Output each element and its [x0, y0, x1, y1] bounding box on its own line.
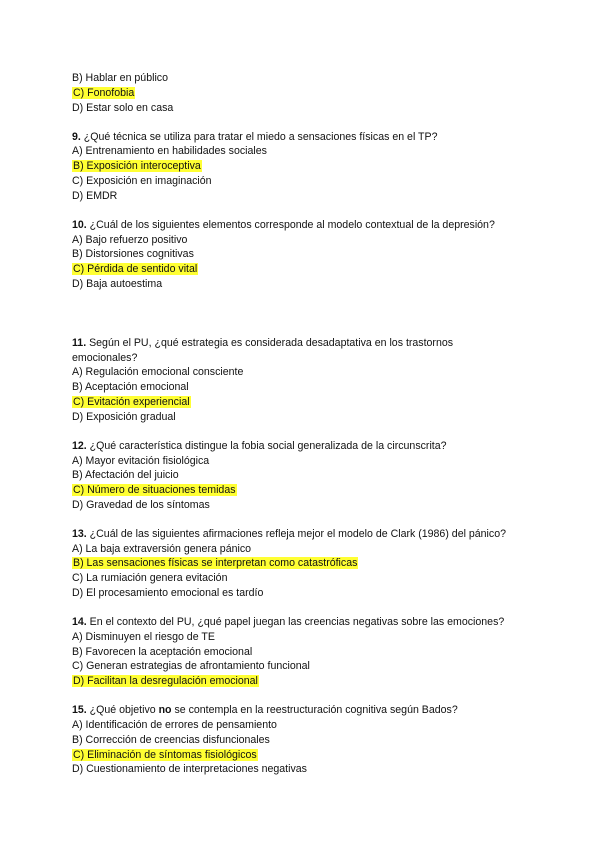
question-number: 15.	[72, 704, 87, 717]
highlighted-answer: C) Fonofobia	[73, 86, 135, 99]
option-line	[72, 380, 542, 395]
option-text: C) Generan estrategias de afrontamiento funcional	[72, 660, 310, 673]
option-text: D) Baja autoestima	[72, 277, 163, 290]
option-text: C) La rumiación genera evitación	[72, 572, 228, 585]
question-text: se contempla en la reestructuración cognitiva según Bados?	[171, 704, 458, 717]
highlighted-answer: B) Exposición interoceptiva	[73, 160, 201, 173]
option-text: A) Bajo refuerzo positivo	[72, 233, 188, 246]
highlighted-answer: C) Evitación experiencial	[73, 395, 190, 408]
question-text: ¿Qué característica distingue la fobia social generalizada de la circunscrita?	[86, 439, 447, 452]
option-text: D) Estar solo en casa	[72, 101, 174, 114]
option-line	[72, 71, 542, 86]
question-15	[72, 703, 542, 777]
question-number: 13.	[72, 527, 87, 540]
document-page	[72, 71, 542, 777]
option-text: D) EMDR	[72, 189, 118, 202]
option-line	[72, 174, 542, 189]
option-line	[72, 483, 542, 498]
option-line	[72, 233, 542, 248]
option-line	[72, 395, 542, 410]
question-text: ¿Qué objetivo	[86, 704, 159, 717]
option-line	[72, 101, 542, 116]
option-line	[72, 542, 542, 557]
option-text: A) Mayor evitación fisiológica	[72, 454, 210, 467]
question-12	[72, 439, 542, 513]
question-text: Según el PU, ¿qué estrategia es considerada desadaptativa en los trastornos emocionales?	[72, 336, 454, 364]
option-text: A) Regulación emocional consciente	[72, 366, 244, 379]
question-11	[72, 336, 542, 425]
highlighted-answer: C) Número de situaciones temidas	[73, 484, 236, 497]
option-line	[72, 674, 542, 689]
question-stem	[72, 130, 542, 145]
question-10	[72, 218, 542, 292]
option-line	[72, 571, 542, 586]
question-14	[72, 615, 542, 689]
question-stem	[72, 527, 542, 542]
question-13	[72, 527, 542, 601]
question-text: En el contexto del PU, ¿qué papel juegan las creencias negativas sobre las emociones?	[86, 616, 505, 629]
option-text: C) Exposición en imaginación	[72, 174, 212, 187]
option-line	[72, 277, 542, 292]
option-line	[72, 645, 542, 660]
option-text: A) Disminuyen el riesgo de TE	[72, 630, 215, 643]
option-line	[72, 159, 542, 174]
option-text: B) Corrección de creencias disfuncionales	[72, 733, 270, 746]
option-line	[72, 733, 542, 748]
question-number: 11.	[72, 336, 87, 349]
option-text: B) Hablar en público	[72, 72, 168, 84]
option-text: D) Gravedad de los síntomas	[72, 498, 210, 511]
option-line	[72, 247, 542, 262]
option-line	[72, 498, 542, 513]
question-stem	[72, 615, 542, 630]
option-line	[72, 144, 542, 159]
option-line	[72, 762, 542, 777]
question-number: 10.	[72, 218, 87, 231]
option-text: A) La baja extraversión genera pánico	[72, 542, 252, 555]
option-text: B) Afectación del juicio	[72, 469, 179, 482]
option-line	[72, 410, 542, 425]
option-text: D) Exposición gradual	[72, 410, 176, 423]
question-number: 14.	[72, 616, 87, 629]
highlighted-answer: C) Eliminación de síntomas fisiológicos	[73, 748, 257, 761]
option-line	[72, 659, 542, 674]
option-line	[72, 748, 542, 763]
option-line	[72, 630, 542, 645]
option-line	[72, 556, 542, 571]
question-number: 12.	[72, 439, 87, 452]
option-line	[72, 468, 542, 483]
question-number: 9.	[72, 130, 81, 143]
highlighted-answer: B) Las sensaciones físicas se interpretan como catastróficas	[73, 557, 358, 570]
option-text: D) El procesamiento emocional es tardío	[72, 587, 264, 600]
question-text: ¿Cuál de las siguientes afirmaciones refleja mejor el modelo de Clark (1986) del pánico?	[86, 527, 506, 540]
highlighted-answer: C) Pérdida de sentido vital	[73, 263, 198, 276]
question-stem	[72, 336, 512, 366]
option-text: B) Aceptación emocional	[72, 381, 189, 394]
leading-options	[72, 71, 542, 115]
option-line	[72, 86, 542, 101]
question-stem	[72, 218, 542, 233]
option-text: A) Identificación de errores de pensamiento	[72, 719, 277, 732]
emphasis-no: no	[158, 704, 172, 717]
question-text: ¿Qué técnica se utiliza para tratar el miedo a sensaciones físicas en el TP?	[80, 130, 438, 143]
question-text: ¿Cuál de los siguientes elementos corresponde al modelo contextual de la depresión?	[86, 218, 495, 231]
option-line	[72, 454, 542, 469]
question-stem	[72, 703, 542, 718]
option-line	[72, 262, 542, 277]
option-text: A) Entrenamiento en habilidades sociales	[72, 145, 267, 158]
option-text: B) Favorecen la aceptación emocional	[72, 645, 253, 658]
question-stem	[72, 439, 542, 454]
option-text: D) Cuestionamiento de interpretaciones negativas	[72, 763, 307, 776]
option-line	[72, 718, 542, 733]
question-9	[72, 130, 542, 204]
option-line	[72, 189, 542, 204]
option-line	[72, 586, 542, 601]
option-text: B) Distorsiones cognitivas	[72, 248, 194, 261]
option-line	[72, 365, 542, 380]
highlighted-answer: D) Facilitan la desregulación emocional	[73, 675, 258, 688]
